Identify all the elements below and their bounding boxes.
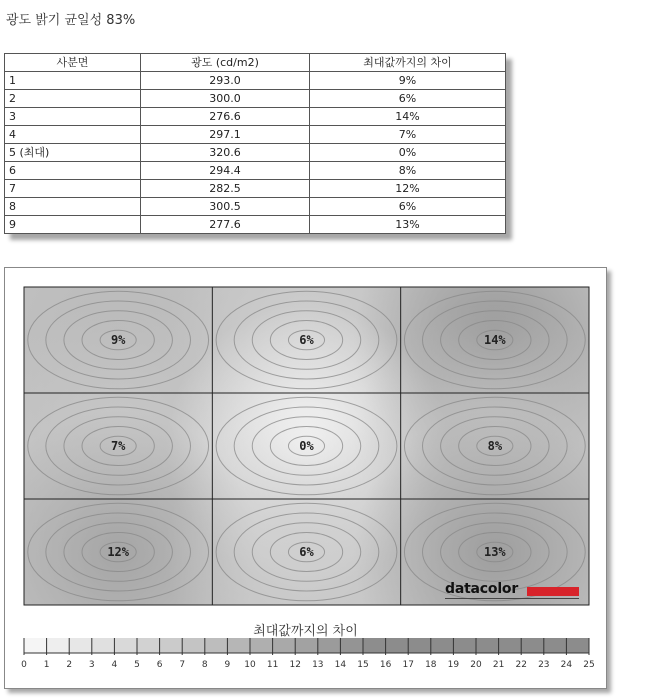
legend-swatch bbox=[160, 638, 183, 653]
uniformity-table bbox=[4, 53, 506, 234]
legend-title: 최대값까지의 차이 bbox=[253, 624, 358, 639]
legend-tick-label: 19 bbox=[447, 660, 460, 670]
cell-luminance: 300.5 bbox=[141, 198, 310, 216]
table-row bbox=[5, 90, 506, 108]
legend-swatch bbox=[386, 638, 409, 653]
legend-tick-label: 16 bbox=[379, 660, 392, 670]
legend-swatch bbox=[295, 638, 318, 653]
legend-swatch bbox=[340, 638, 363, 653]
legend-tick-label: 21 bbox=[492, 660, 505, 670]
legend-tick-label: 8 bbox=[201, 660, 208, 670]
cell-difference: 12% bbox=[310, 180, 506, 198]
cell-label: 13% bbox=[483, 545, 506, 559]
legend-swatch bbox=[476, 638, 499, 653]
legend-swatch bbox=[137, 638, 160, 653]
legend-tick-label: 14 bbox=[334, 660, 347, 670]
legend-tick-label: 10 bbox=[244, 660, 256, 670]
legend-swatch bbox=[114, 638, 137, 653]
cell-difference: 6% bbox=[310, 198, 506, 216]
legend-swatch bbox=[92, 638, 115, 653]
cell-quadrant: 7 bbox=[5, 180, 141, 198]
legend-tick-label: 2 bbox=[66, 660, 73, 670]
cell-luminance: 294.4 bbox=[141, 162, 310, 180]
legend-swatch bbox=[250, 638, 273, 653]
legend-swatch bbox=[499, 638, 522, 653]
legend-tick-label: 23 bbox=[538, 660, 550, 670]
legend-swatch bbox=[521, 638, 544, 653]
table-row bbox=[5, 72, 506, 90]
datacolor-logo-bar bbox=[527, 587, 579, 596]
page-title: 광도 밝기 균일성 83% bbox=[6, 13, 136, 28]
cell-luminance: 282.5 bbox=[141, 180, 310, 198]
legend-swatch bbox=[363, 638, 386, 653]
table-row bbox=[5, 126, 506, 144]
table-row bbox=[5, 216, 506, 234]
cell-luminance: 293.0 bbox=[141, 72, 310, 90]
cell-difference: 0% bbox=[310, 144, 506, 162]
cell-label: 0% bbox=[299, 439, 314, 453]
legend-swatch bbox=[182, 638, 205, 653]
header-quadrant: 사분면 bbox=[5, 54, 141, 72]
legend-swatch bbox=[24, 638, 47, 653]
cell-quadrant: 4 bbox=[5, 126, 141, 144]
legend-tick-label: 1 bbox=[43, 660, 50, 670]
uniformity-chart-frame bbox=[4, 267, 607, 689]
legend-swatch bbox=[69, 638, 92, 653]
legend-swatch bbox=[431, 638, 454, 653]
legend-swatch bbox=[47, 638, 70, 653]
datacolor-logo: datacolor bbox=[445, 581, 519, 597]
cell-quadrant: 6 bbox=[5, 162, 141, 180]
legend-swatch bbox=[566, 638, 589, 653]
cell-difference: 6% bbox=[310, 90, 506, 108]
cell-difference: 14% bbox=[310, 108, 506, 126]
table-row bbox=[5, 144, 506, 162]
cell-quadrant: 9 bbox=[5, 216, 141, 234]
cell-difference: 8% bbox=[310, 162, 506, 180]
legend-tick-label: 5 bbox=[134, 660, 140, 670]
legend-swatch bbox=[318, 638, 341, 653]
legend-tick-label: 17 bbox=[402, 660, 414, 670]
datacolor-logo-underline bbox=[445, 598, 579, 599]
cell-label: 14% bbox=[483, 333, 506, 347]
cell-label: 8% bbox=[487, 439, 503, 453]
legend-tick-label: 12 bbox=[289, 660, 301, 670]
cell-luminance: 320.6 bbox=[141, 144, 310, 162]
table-row bbox=[5, 108, 506, 126]
legend-tick-label: 15 bbox=[357, 660, 369, 670]
legend-tick-label: 3 bbox=[88, 660, 95, 670]
legend-tick-label: 4 bbox=[111, 660, 118, 670]
cell-quadrant: 3 bbox=[5, 108, 141, 126]
table-row bbox=[5, 180, 506, 198]
cell-label: 12% bbox=[107, 545, 130, 559]
legend-swatch bbox=[205, 638, 228, 653]
cell-quadrant: 8 bbox=[5, 198, 141, 216]
legend-swatch bbox=[453, 638, 476, 653]
legend-tick-label: 11 bbox=[266, 660, 279, 670]
legend-tick-label: 24 bbox=[560, 660, 573, 670]
cell-difference: 9% bbox=[310, 72, 506, 90]
legend-tick-label: 13 bbox=[312, 660, 324, 670]
legend-swatch bbox=[544, 638, 567, 653]
legend-tick-label: 7 bbox=[179, 660, 186, 670]
cell-label: 6% bbox=[299, 545, 314, 559]
legend-swatch bbox=[408, 638, 431, 653]
cell-luminance: 276.6 bbox=[141, 108, 310, 126]
legend-tick-label: 9 bbox=[224, 660, 231, 670]
uniformity-table-container bbox=[4, 53, 506, 234]
legend-tick-label: 22 bbox=[515, 660, 527, 670]
table-header-row bbox=[5, 54, 506, 72]
cell-luminance: 300.0 bbox=[141, 90, 310, 108]
header-difference: 최대값까지의 차이 bbox=[310, 54, 506, 72]
legend-tick-label: 0 bbox=[21, 660, 27, 670]
legend-tick-label: 18 bbox=[425, 660, 437, 670]
table-row bbox=[5, 162, 506, 180]
cell-luminance: 277.6 bbox=[141, 216, 310, 234]
cell-luminance: 297.1 bbox=[141, 126, 310, 144]
cell-quadrant: 1 bbox=[5, 72, 141, 90]
cell-label: 7% bbox=[110, 439, 126, 453]
cell-quadrant: 5 (최대) bbox=[5, 144, 141, 162]
legend-swatch bbox=[273, 638, 296, 653]
header-luminance: 광도 (cd/m2) bbox=[141, 54, 310, 72]
table-row bbox=[5, 198, 506, 216]
legend-tick-label: 6 bbox=[156, 660, 163, 670]
legend-swatch bbox=[227, 638, 250, 653]
cell-difference: 7% bbox=[310, 126, 506, 144]
cell-quadrant: 2 bbox=[5, 90, 141, 108]
cell-label: 9% bbox=[110, 333, 126, 347]
legend-tick-label: 25 bbox=[583, 660, 595, 670]
cell-difference: 13% bbox=[310, 216, 506, 234]
cell-label: 6% bbox=[299, 333, 314, 347]
legend-tick-label: 20 bbox=[470, 660, 482, 670]
